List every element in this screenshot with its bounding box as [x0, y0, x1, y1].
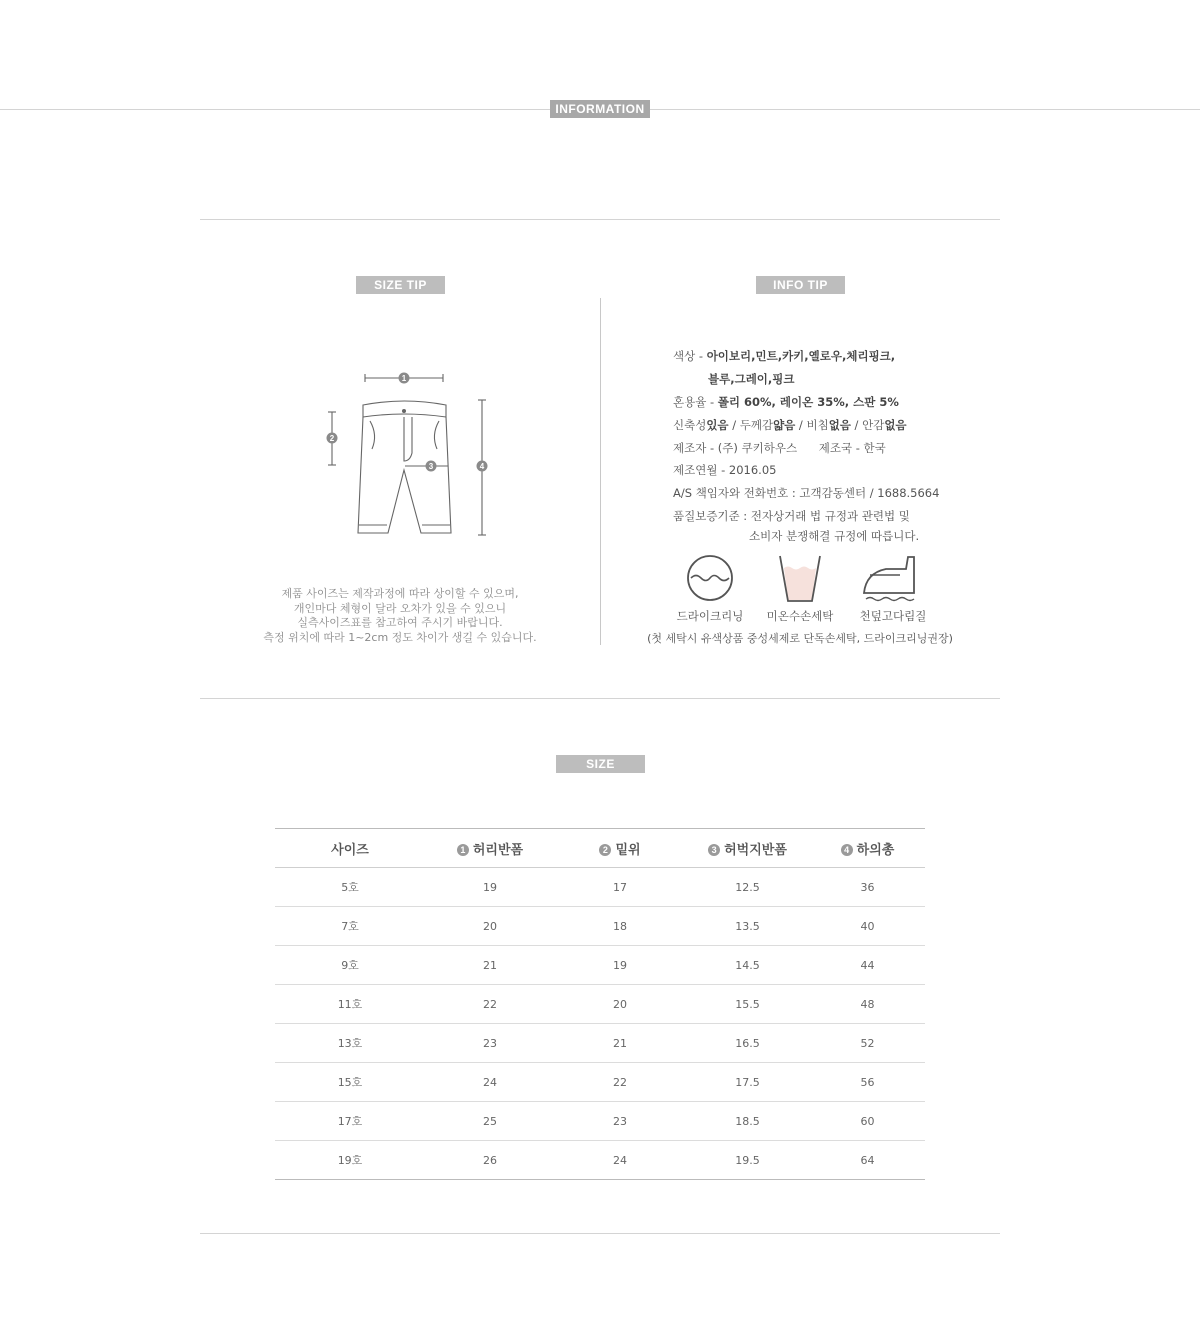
- table-cell: 17: [555, 868, 685, 907]
- section-divider-2: [200, 698, 1000, 699]
- lining-value: 없음: [884, 418, 907, 432]
- size-tip-line: 개인마다 체형이 달라 오차가 있을 수 있으니: [293, 601, 507, 615]
- table-row: [275, 868, 925, 907]
- care-label-hand-wash: 미온수손세탁: [766, 609, 834, 623]
- maker-row: [673, 438, 886, 458]
- table-cell: 23: [425, 1024, 555, 1063]
- thickness-label: / 두께감: [728, 418, 774, 432]
- header-thigh: 3 허벅지반폼: [685, 829, 810, 868]
- information-badge: INFORMATION: [550, 100, 650, 118]
- table-cell: 64: [810, 1141, 925, 1180]
- table-cell: 25: [425, 1102, 555, 1141]
- table-cell: 24: [425, 1063, 555, 1102]
- color-row: [673, 346, 895, 366]
- table-row: [275, 1063, 925, 1102]
- table-cell: 56: [810, 1063, 925, 1102]
- seethrough-value: 없음: [828, 418, 851, 432]
- blend-value: 폴리 60%, 레이온 35%, 스판 5%: [717, 395, 899, 409]
- marker-1: 1: [401, 374, 407, 383]
- table-row: [275, 1141, 925, 1180]
- marker-2: 2: [329, 434, 335, 443]
- thickness-value: 얇음: [773, 418, 796, 432]
- table-header-row: [275, 829, 925, 868]
- table-cell: 21: [555, 1024, 685, 1063]
- care-note: (첫 세탁시 유색상품 중성세제로 단독손세탁, 드라이크리닝권장): [647, 632, 953, 645]
- table-cell: 17.5: [685, 1063, 810, 1102]
- color-value: 아이보리,민트,카키,옐로우,체리핑크,: [706, 349, 896, 363]
- size-table: [275, 828, 925, 1180]
- table-cell: 18.5: [685, 1102, 810, 1141]
- table-cell: 40: [810, 907, 925, 946]
- country: 제조국 - 한국: [818, 441, 886, 455]
- seethrough-label: / 비침: [795, 418, 829, 432]
- table-cell: 15호: [275, 1063, 425, 1102]
- column-divider: [600, 298, 601, 645]
- number-badge-icon: 3: [708, 844, 720, 856]
- table-cell: 11호: [275, 985, 425, 1024]
- table-cell: 20: [425, 907, 555, 946]
- table-cell: 5호: [275, 868, 425, 907]
- bottom-divider: [200, 1233, 1000, 1234]
- table-cell: 48: [810, 985, 925, 1024]
- header-length: 4 하의총: [810, 829, 925, 868]
- blend-label: 혼용율 -: [673, 395, 718, 409]
- table-cell: 22: [555, 1063, 685, 1102]
- header-rise: 2 밑위: [555, 829, 685, 868]
- table-cell: 12.5: [685, 868, 810, 907]
- stretch-label: 신축성: [673, 418, 707, 432]
- header-waist: 1 허리반폼: [425, 829, 555, 868]
- table-cell: 14.5: [685, 946, 810, 985]
- stretch-value: 있음: [706, 418, 729, 432]
- size-tip-line: 측정 위치에 따라 1~2cm 정도 차이가 생길 수 있습니다.: [263, 630, 537, 644]
- table-cell: 44: [810, 946, 925, 985]
- iron-icon: [840, 553, 940, 609]
- table-cell: 19.5: [685, 1141, 810, 1180]
- color-row-2: [708, 369, 795, 389]
- maker: 제조자 - (주) 쿠키하우스: [673, 441, 798, 455]
- color-label: 색상 -: [673, 349, 707, 363]
- size-tip-line: 제품 사이즈는 제작과정에 따라 상이할 수 있으며,: [281, 587, 519, 600]
- size-tip-note: [200, 587, 600, 645]
- table-cell: 18: [555, 907, 685, 946]
- table-cell: 19: [425, 868, 555, 907]
- care-label-dry-clean: 드라이크리닝: [676, 609, 744, 623]
- date-row: 제조연월 - 2016.05: [673, 463, 777, 477]
- table-cell: 19호: [275, 1141, 425, 1180]
- table-row: [275, 1024, 925, 1063]
- table-row: [275, 985, 925, 1024]
- table-cell: 24: [555, 1141, 685, 1180]
- size-tip-badge: SIZE TIP: [356, 276, 445, 294]
- table-cell: 22: [425, 985, 555, 1024]
- section-divider-1: [200, 219, 1000, 220]
- table-cell: 9호: [275, 946, 425, 985]
- marker-4: 4: [479, 462, 485, 471]
- table-cell: 7호: [275, 907, 425, 946]
- table-cell: 15.5: [685, 985, 810, 1024]
- table-cell: 23: [555, 1102, 685, 1141]
- info-tip-badge: INFO TIP: [756, 276, 845, 294]
- table-cell: 19: [555, 946, 685, 985]
- table-cell: 13.5: [685, 907, 810, 946]
- care-label-iron: 천덮고다림질: [859, 609, 927, 623]
- size-tip-line: 실측사이즈표를 참고하여 주시기 바랍니다.: [297, 616, 503, 629]
- table-cell: 21: [425, 946, 555, 985]
- table-cell: 60: [810, 1102, 925, 1141]
- table-row: [275, 907, 925, 946]
- table-cell: 52: [810, 1024, 925, 1063]
- as-row: A/S 책임자와 전화번호 : 고객감동센터 / 1688.5664: [673, 486, 940, 500]
- marker-3: 3: [428, 462, 434, 471]
- table-cell: 16.5: [685, 1024, 810, 1063]
- quality-row-1: 품질보증기준 : 전자상거래 법 규정과 관련법 및: [673, 509, 910, 523]
- blend-row: [673, 392, 899, 412]
- table-row: [275, 946, 925, 985]
- table-row: [275, 1102, 925, 1141]
- number-badge-icon: 4: [841, 844, 853, 856]
- table-cell: 13호: [275, 1024, 425, 1063]
- pants-measurement-diagram: [320, 365, 490, 545]
- color-value-2: 블루,그레이,핑크: [708, 372, 795, 386]
- hand-wash-icon: [750, 553, 850, 609]
- header-size: 사이즈: [275, 829, 425, 868]
- quality-row-2: 소비자 분쟁해결 규정에 따릅니다.: [749, 529, 920, 543]
- number-badge-icon: 2: [599, 844, 611, 856]
- size-badge: SIZE: [556, 755, 645, 773]
- lining-label: / 안감: [850, 418, 885, 432]
- dry-clean-icon: [660, 553, 760, 609]
- table-cell: 17호: [275, 1102, 425, 1141]
- table-cell: 36: [810, 868, 925, 907]
- table-cell: 20: [555, 985, 685, 1024]
- table-cell: 26: [425, 1141, 555, 1180]
- fabric-row: [673, 415, 907, 435]
- number-badge-icon: 1: [457, 844, 469, 856]
